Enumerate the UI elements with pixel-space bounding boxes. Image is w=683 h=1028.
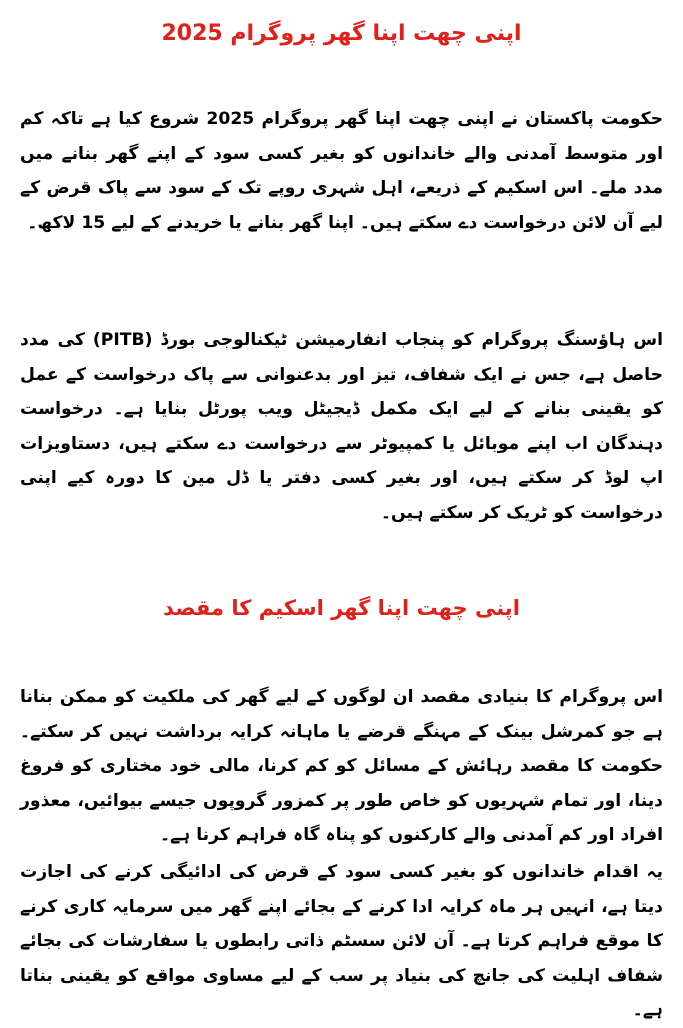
intro-paragraph: حکومت پاکستان نے اپنی چھت اپنا گھر پروگرام 2025 شروع کیا ہے تاکہ کم اور متوسط آمدنی والے خاندانوں کو بغیر کسی سود کے اپنے گھر بنانے میں مدد ملے۔ اس اسکیم کے ذریعے، اہل شہری روپے تک کے سود سے پاک قرض کے لیے آن لائن درخواست دے سکتے ہیں۔ اپنا گھر بنانے یا خریدنے کے لیے 15 لاکھ۔ — [20, 109, 663, 233]
section-heading-objective: اپنی چھت اپنا گھر اسکیم کا مقصد — [163, 596, 520, 620]
objective-paragraph: اس پروگرام کا بنیادی مقصد ان لوگوں کے لیے گھر کی ملکیت کو ممکن بنانا ہے جو کمرشل بینک کے مہنگے قرضے یا ماہانہ کرایہ برداشت نہیں کر سکتے۔ حکومت کا مقصد رہائش کے مسائل کو کم کرنا، مالی خود مختاری کو فروغ دینا، اور تمام شہریوں کو خاص طور پر کمزور گروپوں جیسے بیوائیں، معذور افراد اور کم آمدنی والے کارکنوں کو پناہ گاہ فراہم کرنا ہے۔ — [20, 687, 663, 845]
page-title: اپنی چھت اپنا گھر پروگرام 2025 — [161, 21, 522, 46]
pitb-paragraph: اس ہاؤسنگ پروگرام کو پنجاب انفارمیشن ٹیکنالوجی بورڈ (PITB) کی مدد حاصل ہے، جس نے ایک شفاف، تیز اور بدعنوانی سے پاک درخواست کے عمل کو یقینی بنانے کے لیے ایک مکمل ڈیجیٹل ویب پورٹل بنایا ہے۔ درخواست دہندگان اب اپنے موبائل یا کمپیوٹر سے درخواست دے سکتے ہیں، دستاویزات اپ لوڈ کر سکتے ہیں، اور بغیر کسی دفتر یا ڈل مین کا دورہ کیے اپنی درخواست کو ٹریک کر سکتے ہیں۔ — [20, 330, 663, 523]
initiative-paragraph: یہ اقدام خاندانوں کو بغیر کسی سود کے قرض کی ادائیگی کرنے کی اجازت دیتا ہے، انہیں ہر ماہ کرایہ ادا کرنے کے بجائے اپنے گھر میں سرمایہ کاری کرنے کا موقع فراہم کرتا ہے۔ آن لائن سسٹم ذاتی رابطوں یا سفارشات کی بجائے شفاف اہلیت کی جانچ کی بنیاد پر سب کے لیے مساوی مواقع کو یقینی بناتا ہے۔ — [20, 862, 663, 1020]
